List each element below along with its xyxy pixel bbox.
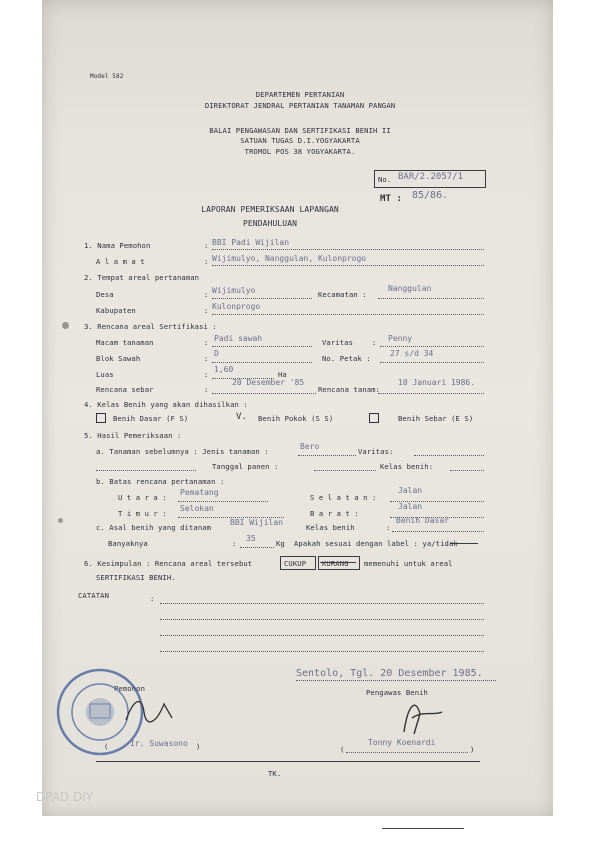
colon: : [204,385,209,394]
dotted-line [378,298,484,299]
applicant-name: Ir. Suwasono [130,739,188,748]
east-label: T i m u r : [118,509,167,518]
harvest-date-label: Tanggal panen : [212,462,279,471]
village-value: Wijimulyo [212,286,256,295]
plot-number-label: No. Petak : [322,354,371,363]
notes-line [160,619,484,620]
bracket: ) [196,742,201,751]
north-label: U t a r a : [118,493,167,502]
insufficient-option: KURANG [322,559,349,568]
bracket: ) [470,745,475,754]
bottom-rule [96,761,480,762]
label-match-question: Apakah sesuai dengan label : ya/tidak [294,539,458,548]
dotted-line [212,249,484,250]
dotted-line [380,362,484,363]
mt-label: MT : [380,194,403,204]
seed-origin-label: c. Asal benih yang ditanam [96,523,212,532]
north-value: Pematang [180,488,219,497]
previous-crop-value: Bero [300,442,320,451]
dotted-line [346,752,468,753]
mt-value: 85/86. [412,190,449,201]
dotted-line [240,547,274,548]
sufficient-option: CUKUP [284,559,307,568]
notes-label: CATATAN [78,591,109,600]
bracket: ( [104,742,109,751]
foundation-seed-checkbox [96,413,106,423]
south-label: S e l a t a n : [310,493,377,502]
colon: : [204,257,209,266]
south-value: Jalan [398,486,423,495]
dotted-line [96,470,196,471]
dotted-line [380,346,484,347]
boundaries-heading: b. Batas rencana pertanaman : [96,477,225,486]
colon: : [386,523,391,532]
district-label: Kecamatan : [318,290,367,299]
village-label: Desa [96,290,114,299]
seed-class-label: Kelas benih: [380,462,434,471]
dotted-line [296,680,496,681]
dotted-line [212,393,316,394]
variety-value: Penny [388,334,413,343]
reference-label: No. [378,175,392,184]
inspector-signature-label: Pengawas Benih [366,688,428,697]
dotted-line [212,265,484,266]
inspection-results-heading: 5. Hasil Pemeriksaan : [84,431,182,440]
regency-label: Kabupaten [96,306,136,315]
quantity-unit: Kg [276,539,285,548]
field-block-value: D [214,349,219,358]
report-subtitle: PENDAHULUAN [242,219,298,228]
location-heading: 2. Tempat areal pertanaman [84,273,200,282]
dotted-line [314,470,376,471]
notes-line [160,635,484,636]
east-value: Selokan [180,504,214,513]
applicant-signature-label: Pemohon [114,684,145,693]
previous-crop-label: a. Tanaman sebelumnya : Jenis tanaman : [96,447,269,456]
conclusion-suffix: memenuhi untuk areal [364,559,453,568]
seed-origin-value: BBI Wijilan [230,518,283,527]
bracket: ( [340,745,345,754]
foundation-seed-label: Benih Dasar (F S) [113,414,189,423]
sowing-plan-value: 20 Desember '85 [232,378,305,387]
district-value: Nanggulan [388,284,432,293]
address-label: A l a m a t [96,257,145,266]
planting-plan-value: 10 Januari 1986. [398,378,476,387]
address-value: Wijimulyo, Nanggulan, Kulonprogo [212,254,367,263]
crop-type-value: Padi sawah [214,334,263,343]
office-name: BALAI PENGAWASAN DAN SERTIFIKASI BENIH II [209,126,391,135]
strikethrough-tidak [450,543,478,544]
dotted-line [212,298,312,299]
sowing-plan-label: Rencana sebar [96,385,154,394]
certification-text: SERTIFIKASI BENIH. [96,573,176,582]
dotted-line [298,455,356,456]
inspector-name: Tonny Koenardi [368,738,436,747]
notes-line [160,651,484,652]
seed-origin-class-label: Kelas benih [306,523,355,532]
reference-value: BAR/2.2057/1 [398,172,464,182]
seed-origin-class-value: Benih Dasar [396,516,449,525]
place-date: Sentolo, Tgl. 20 Desember 1985. [296,668,483,679]
punch-hole [58,518,63,523]
field-block-label: Blok Sawah [96,354,141,363]
plot-number-value: 27 s/d 34 [390,349,434,358]
conclusion-label: 6. Kesimpulan : Rencana areal tersebut [84,559,253,568]
colon: : [372,338,377,347]
colon: : [204,306,209,315]
dotted-line [212,346,312,347]
variety-label: Varitas [322,338,353,347]
report-title: LAPORAN PEMERIKSAAN LAPANGAN [201,205,339,214]
dotted-line [414,455,484,456]
area-value: 1,60 [214,365,234,374]
colon: : [232,539,237,548]
watermark: DPAD DIY [36,790,94,804]
dotted-line [212,314,484,315]
department-name: DEPARTEMEN PERTANIAN [255,90,345,99]
dotted-line [212,362,312,363]
dotted-line [450,470,484,471]
office-unit: SATUAN TUGAS D.I.YOGYAKARTA [240,136,360,145]
colon: : [204,290,209,299]
applicant-name-value: BBI Padi Wijilan [212,238,290,247]
applicant-signature [120,690,180,730]
dotted-line [392,531,484,532]
colon: : [204,241,209,250]
seed-class-heading: 4. Kelas Benih yang akan dihasilkan : [84,400,248,409]
crop-type-label: Macam tanaman [96,338,154,347]
west-value: Jalan [398,502,423,511]
strikethrough-kurang [320,562,356,563]
quantity-label: Banyaknya [108,539,148,548]
extension-seed-label: Benih Sebar (E S) [398,414,474,423]
model-number: Model 582 [90,73,124,80]
planting-plan-label: Rencana tanam: [318,385,380,394]
punch-hole [62,322,69,329]
colon: : [204,370,209,379]
footer-mark [382,828,464,829]
previous-variety-label: Varitas: [358,447,394,456]
notes-line [160,603,484,604]
office-address: TROMOL POS 38 YOGYAKARTA. [244,147,356,156]
regency-value: Kulonprogo [212,302,261,311]
certification-plan-heading: 3. Rencana areal Sertifikasi : [84,322,217,331]
area-label: Luas [96,370,114,379]
check-mark: V. [236,412,248,422]
area-unit: Ha [278,370,287,379]
dotted-line [178,501,268,502]
west-label: B a r a t : [310,509,359,518]
directorate-name: DIREKTORAT JENDRAL PERTANIAN TANAMAN PANGAN [204,101,396,110]
colon: : [150,594,155,603]
colon: : [204,338,209,347]
stock-seed-label: Benih Pokok (S S) [258,414,334,423]
dotted-line [378,393,484,394]
quantity-value: 35 [246,534,256,543]
extension-seed-checkbox [369,413,379,423]
tk-mark: TK. [268,769,282,778]
applicant-name-label: 1. Nama Pemohon [84,241,151,250]
inspector-signature [390,694,450,740]
colon: : [204,354,209,363]
